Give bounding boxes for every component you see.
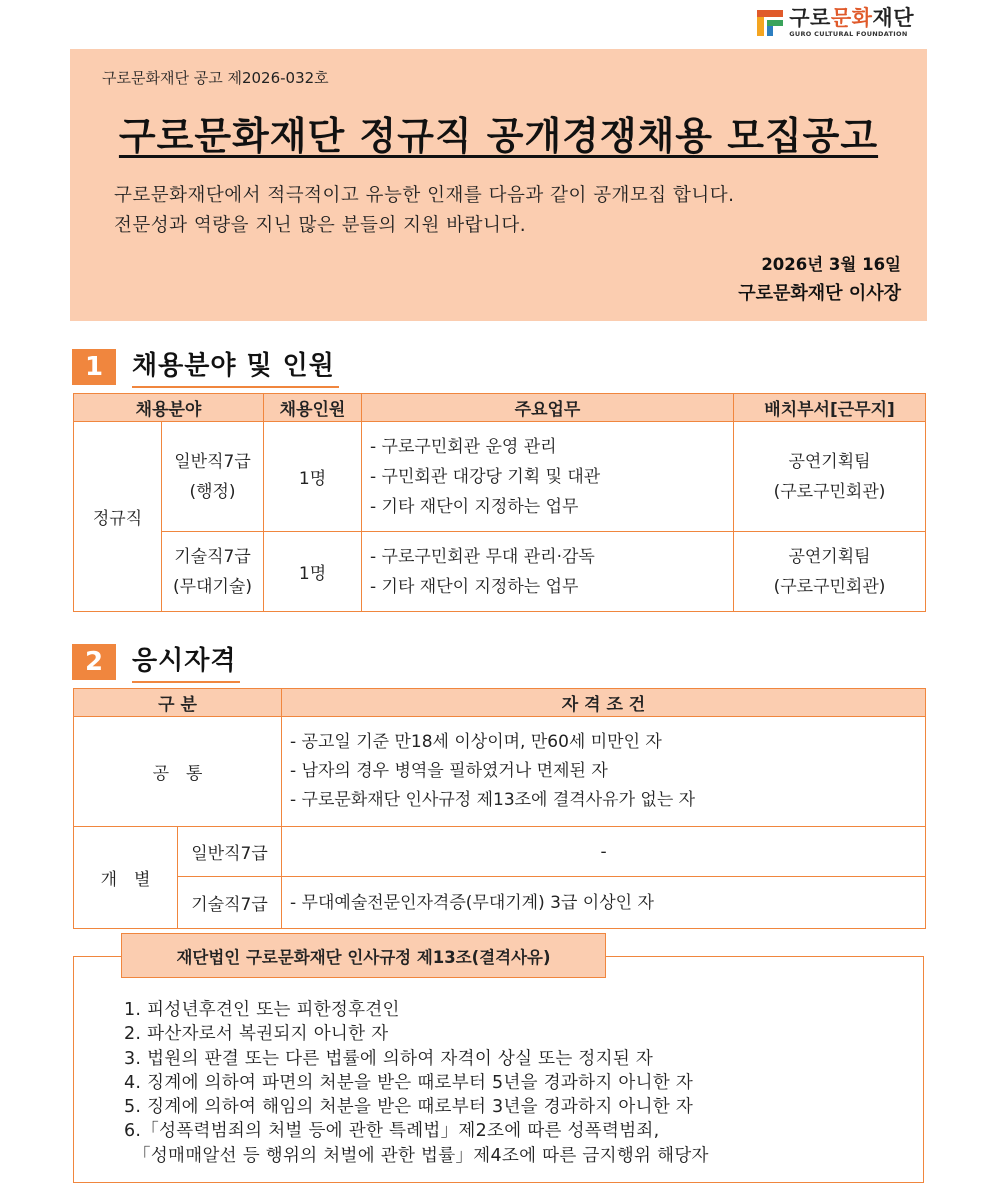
count-cell: 1명 (264, 532, 362, 612)
list-item: 2. 파산자로서 복권되지 아니한 자 (124, 1024, 389, 1045)
table-header: 자 격 조 건 (282, 689, 926, 717)
job-type-cell: 기술직7급 (178, 877, 282, 929)
disqualification-title: 재단법인 구로문화재단 인사규정 제13조(결격사유) (121, 933, 606, 978)
intro-line-1: 구로문화재단에서 적극적이고 유능한 인재를 다음과 같이 공개모집 합니다. (114, 185, 735, 206)
section-number: 1 (72, 349, 116, 385)
section-heading-1 (72, 345, 339, 388)
list-item: 5. 징계에 의하여 해임의 처분을 받은 때로부터 3년을 경과하지 아니한 자 (124, 1097, 694, 1118)
table-row (74, 717, 926, 827)
table-row (74, 422, 926, 532)
table-header: 주요업무 (362, 394, 734, 422)
section-heading-2 (72, 640, 240, 683)
list-item: 「성매매알선 등 행위의 처벌에 관한 법률」제4조에 따른 금지행위 해당자 (124, 1145, 709, 1166)
disqualification-list (124, 998, 709, 1168)
table-row (74, 532, 926, 612)
intro-line-2: 전문성과 역량을 지닌 많은 분들의 지원 바랍니다. (114, 215, 527, 236)
list-item: 4. 징계에 의하여 파면의 처분을 받은 때로부터 5년을 경과하지 아니한 자 (124, 1072, 694, 1093)
condition-cell: - 무대예술전문인자격증(무대기계) 3급 이상인 자 (282, 877, 926, 929)
section-title: 응시자격 (132, 640, 240, 683)
table-header: 배치부서[근무지] (734, 394, 926, 422)
individual-label: 개 별 (74, 827, 178, 929)
count-cell: 1명 (264, 422, 362, 532)
field-cell: 기술직7급 (무대기술) (162, 532, 264, 612)
department-cell: 공연기획팀 (구로구민회관) (734, 422, 926, 532)
duties-cell: - 구로구민회관 무대 관리·감독 - 기타 재단이 지정하는 업무 (362, 532, 734, 612)
department-cell: 공연기획팀 (구로구민회관) (734, 532, 926, 612)
table-header: 채용인원 (264, 394, 362, 422)
page-title: 구로문화재단 정규직 공개경쟁채용 모집공고 (118, 114, 879, 158)
section-title: 채용분야 및 인원 (132, 345, 339, 388)
announcement-header (70, 49, 927, 321)
condition-cell: - (282, 827, 926, 877)
logo-name-en: GURO CULTURAL FOUNDATION (789, 30, 908, 39)
notice-number: 구로문화재단 공고 제2026-032호 (102, 69, 329, 87)
job-type-cell: 일반직7급 (178, 827, 282, 877)
table-header: 채용분야 (74, 394, 264, 422)
signer: 구로문화재단 이사장 (738, 283, 901, 304)
foundation-logo (755, 6, 914, 40)
logo-mark-icon (755, 8, 785, 38)
category-cell: 정규직 (74, 422, 162, 612)
list-item: 6.「성폭력범죄의 처벌 등에 관한 특례법」제2조에 따른 성폭력범죄, (124, 1121, 660, 1142)
announcement-date: 2026년 3월 16일 (761, 255, 901, 274)
qualification-table (73, 688, 926, 929)
table-row (74, 877, 926, 929)
common-conditions: - 공고일 기준 만18세 이상이며, 만60세 미만인 자 - 남자의 경우 병역을 필하였거나 면제된 자 - 구로문화재단 인사규정 제13조에 결격사유가 없는 자 (282, 717, 926, 827)
table-header: 구 분 (74, 689, 282, 717)
duties-cell: - 구로구민회관 운영 관리 - 구민회관 대강당 기획 및 대관 - 기타 재단이 지정하는 업무 (362, 422, 734, 532)
list-item: 3. 법원의 판결 또는 다른 법률에 의하여 자격이 상실 또는 정지된 자 (124, 1048, 654, 1069)
common-label: 공 통 (74, 717, 282, 827)
recruitment-table (73, 393, 926, 612)
intro-text (114, 181, 735, 241)
section-number: 2 (72, 644, 116, 680)
table-row (74, 827, 926, 877)
logo-name-ko: 구로문화재단 (789, 6, 914, 31)
list-item: 1. 피성년후견인 또는 피한정후견인 (124, 1000, 400, 1020)
field-cell: 일반직7급 (행정) (162, 422, 264, 532)
